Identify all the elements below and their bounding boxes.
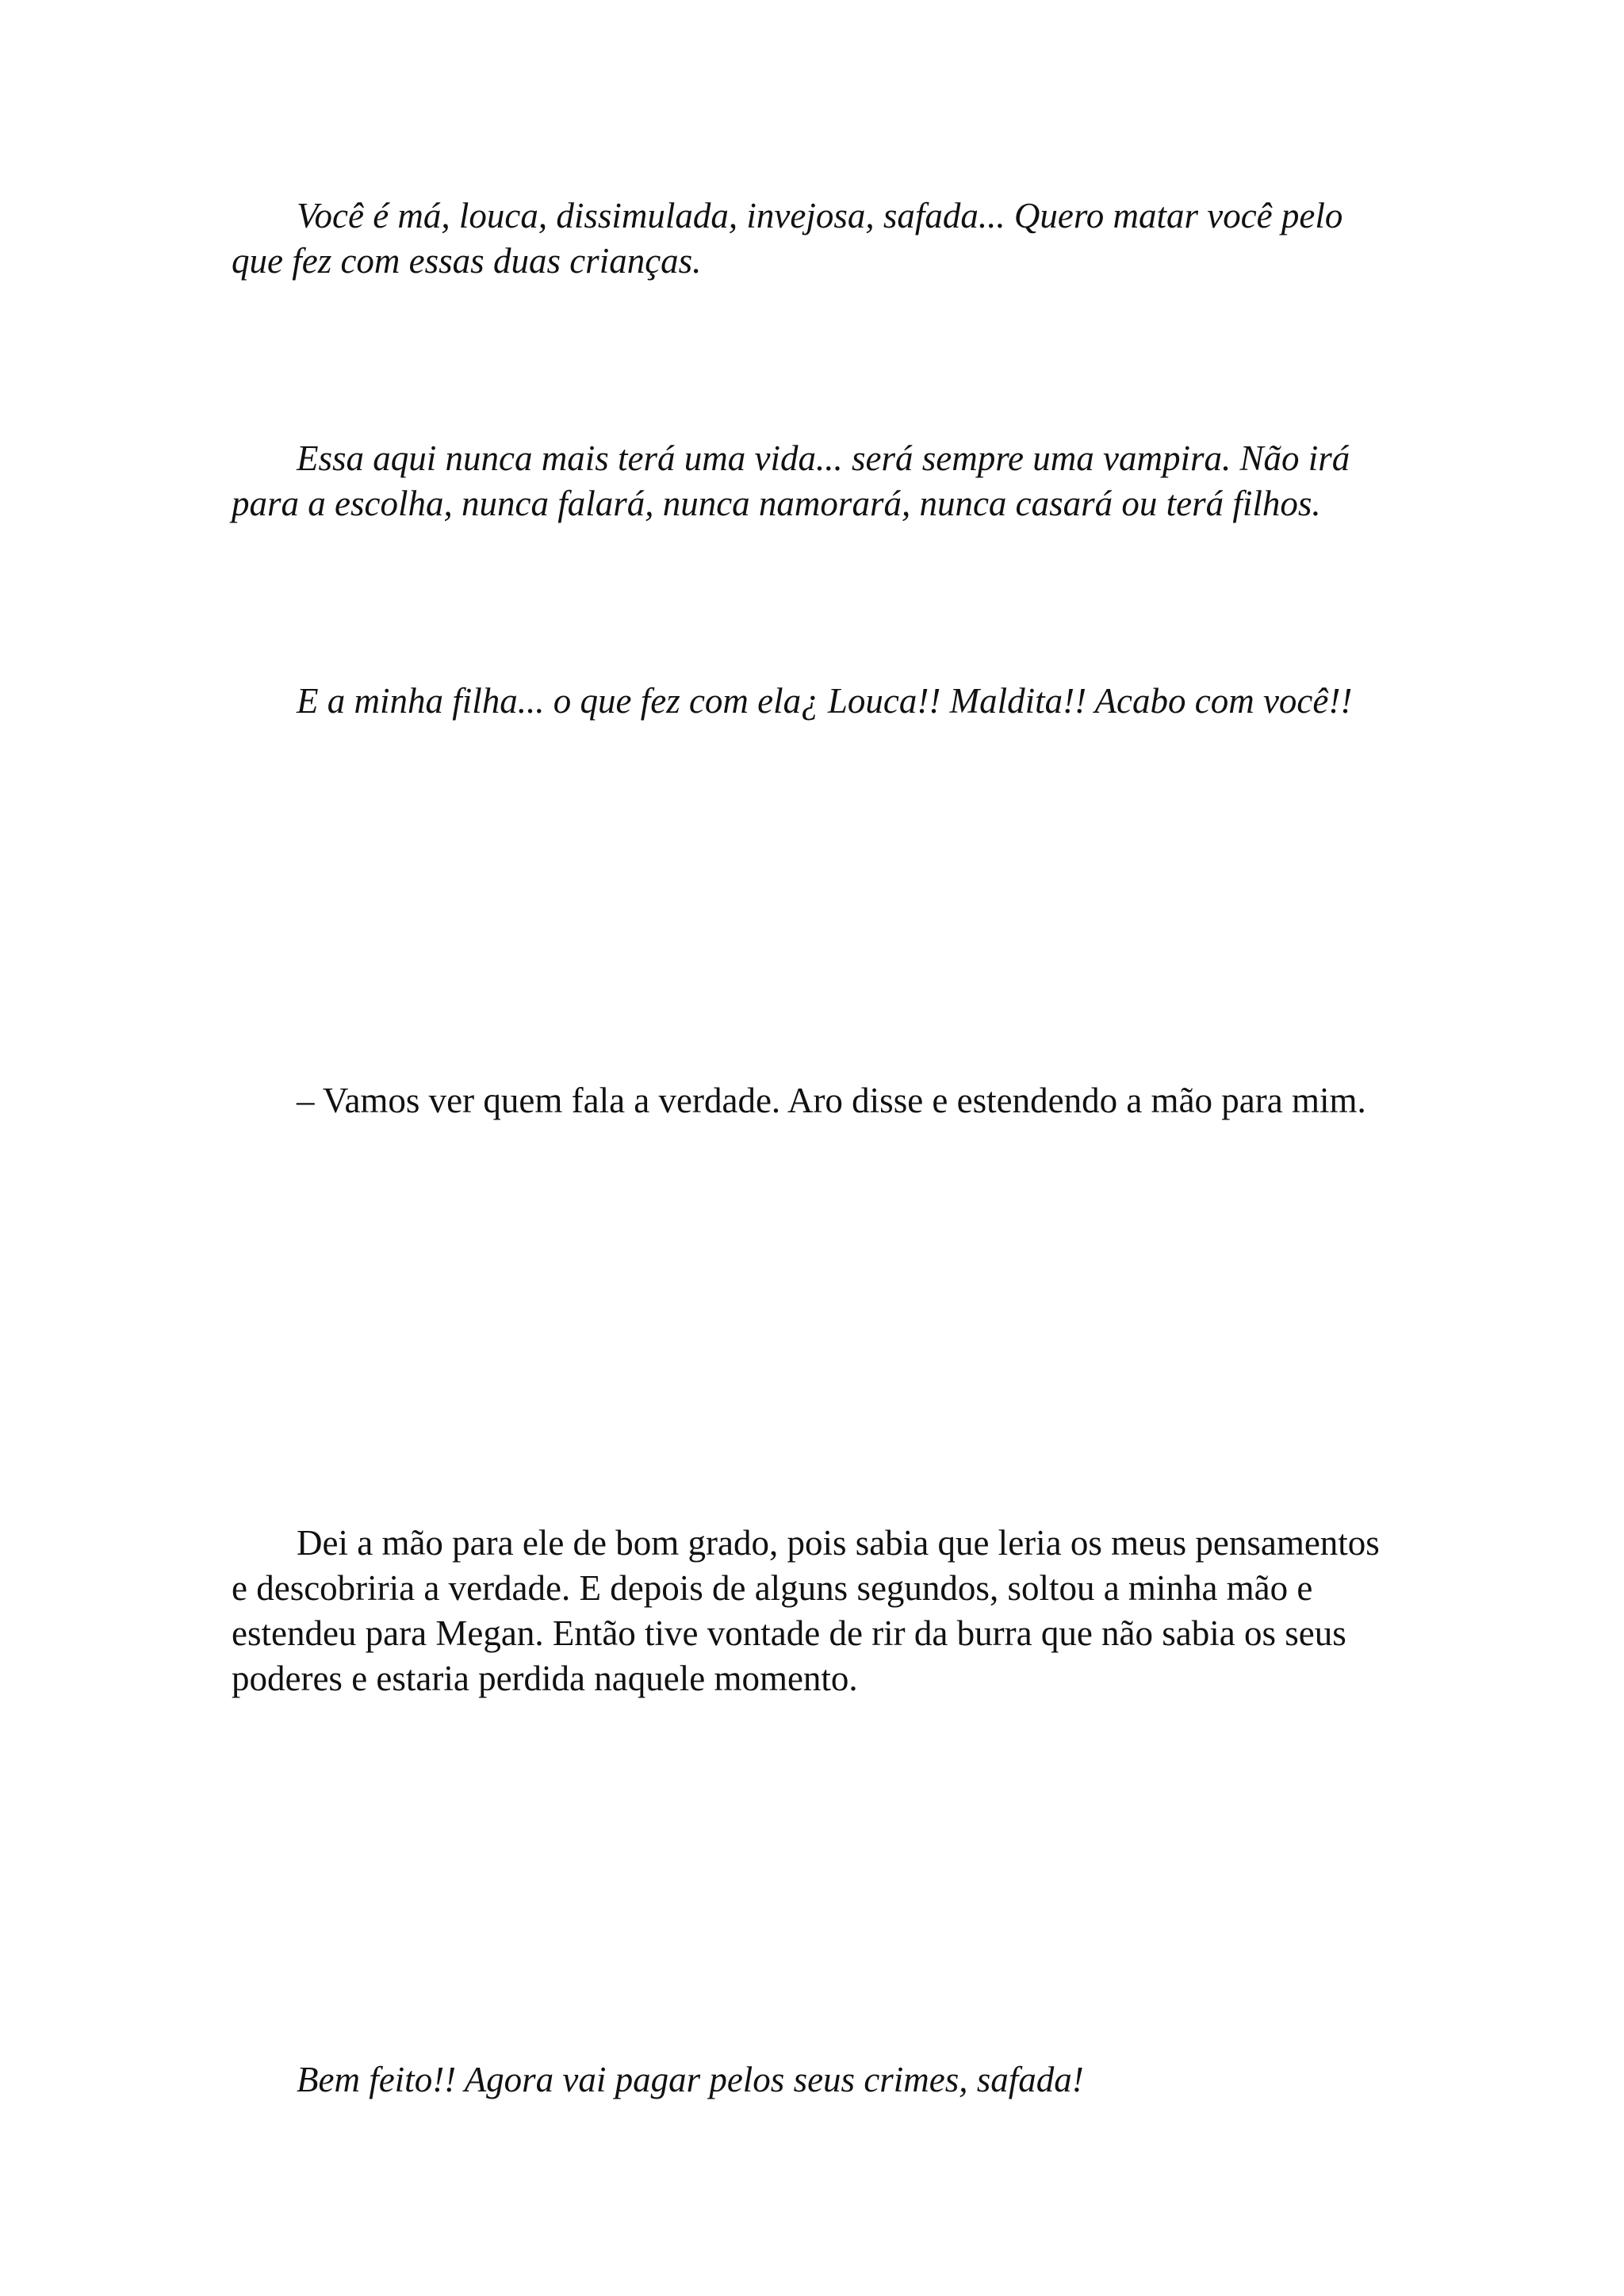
paragraph-5: Dei a mão para ele de bom grado, pois sabia que leria os meus pensamentos e descobriria a verdade. E depois de alguns segundos, soltou a minha mão e estendeu para Megan. Então tive vontade de rir da burra que não sabia os seus poderes e estaria perdida naquele momento. [232,1523,1380,1698]
paragraph-1: Você é má, louca, dissimulada, invejosa, safada... Quero matar você pelo que fez com essas duas crianças. [232,196,1343,281]
paragraph-3: E a minha filha... o que fez com ela¿ Louca!! Maldita!! Acabo com você!! [297,681,1353,721]
paragraph-4: – Vamos ver quem fala a verdade. Aro disse e estendendo a mão para mim. [297,1081,1366,1120]
paragraph-6: Bem feito!! Agora vai pagar pelos seus crimes, safada! [297,2060,1084,2099]
paragraph-2: Essa aqui nunca mais terá uma vida... será sempre uma vampira. Não irá para a escolha, nunca falará, nunca namorará, nunca casará ou terá filhos. [232,438,1350,523]
